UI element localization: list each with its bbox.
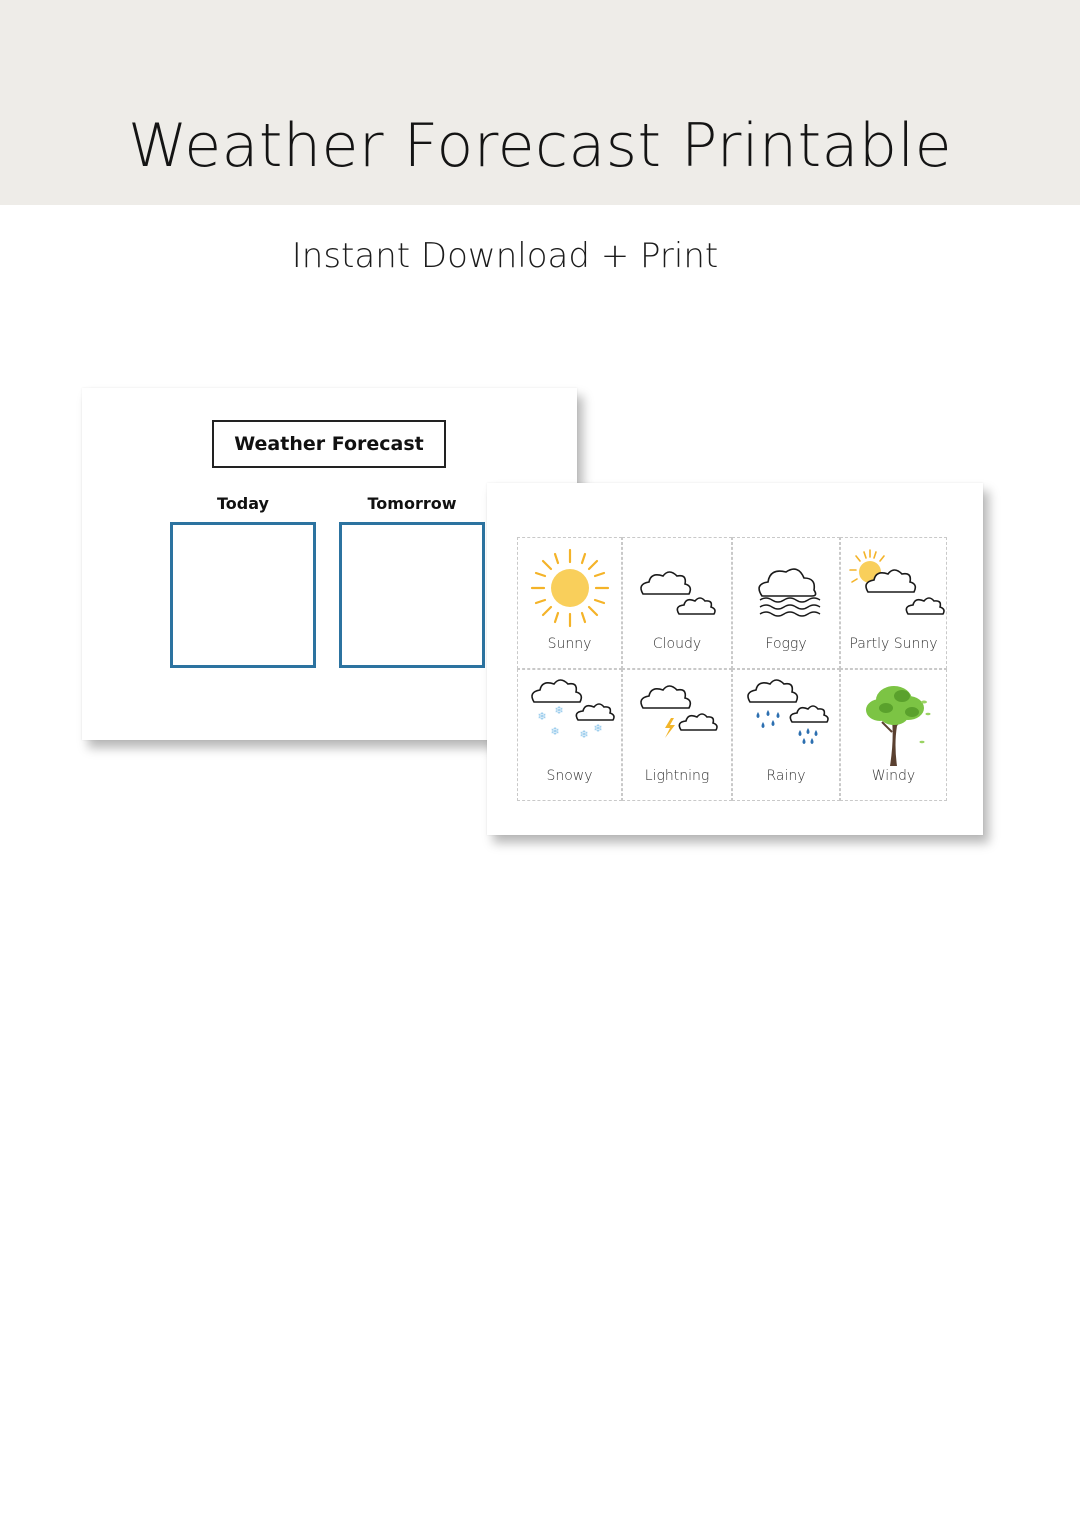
tomorrow-box xyxy=(339,522,485,668)
svg-text:❄: ❄ xyxy=(553,704,564,717)
weather-card-partly-sunny xyxy=(840,537,947,669)
snow-icon xyxy=(528,680,612,760)
card-label: Windy xyxy=(871,768,916,784)
windy-tree-icon xyxy=(852,680,936,772)
weather-card-lightning xyxy=(622,669,732,801)
page-subtitle: Instant Download + Print xyxy=(291,236,719,276)
weather-card-sunny xyxy=(517,537,622,669)
weather-card-rainy xyxy=(732,669,840,801)
svg-text:❄: ❄ xyxy=(578,728,589,741)
weather-card-windy xyxy=(840,669,947,801)
weather-card-foggy xyxy=(732,537,840,669)
card-label: Snowy xyxy=(546,768,593,784)
header-banner xyxy=(0,0,1080,205)
cloud-icon xyxy=(635,548,719,628)
lightning-icon xyxy=(635,680,719,760)
weather-card-snowy xyxy=(517,669,622,801)
today-box xyxy=(170,522,316,668)
svg-text:❄: ❄ xyxy=(536,710,547,723)
card-label: Lightning xyxy=(644,768,710,784)
today-label: Today xyxy=(217,494,269,513)
svg-text:❄: ❄ xyxy=(549,725,560,738)
card-label: Cloudy xyxy=(652,636,702,652)
weather-card-cloudy xyxy=(622,537,732,669)
card-label: Sunny xyxy=(547,636,592,652)
board-title: Weather Forecast xyxy=(212,420,446,468)
weather-card-grid xyxy=(517,537,947,801)
weather-cards-sheet xyxy=(487,483,983,835)
partly-sunny-icon xyxy=(846,548,942,628)
tomorrow-label: Tomorrow xyxy=(367,494,457,513)
card-label: Foggy xyxy=(765,636,807,652)
sun-icon xyxy=(530,548,610,628)
rain-icon xyxy=(744,680,828,760)
card-label: Rainy xyxy=(766,768,806,784)
card-label: Partly Sunny xyxy=(849,636,938,652)
page-title: Weather Forecast Printable xyxy=(127,111,953,181)
svg-text:❄: ❄ xyxy=(592,722,603,735)
fog-icon xyxy=(746,548,826,628)
